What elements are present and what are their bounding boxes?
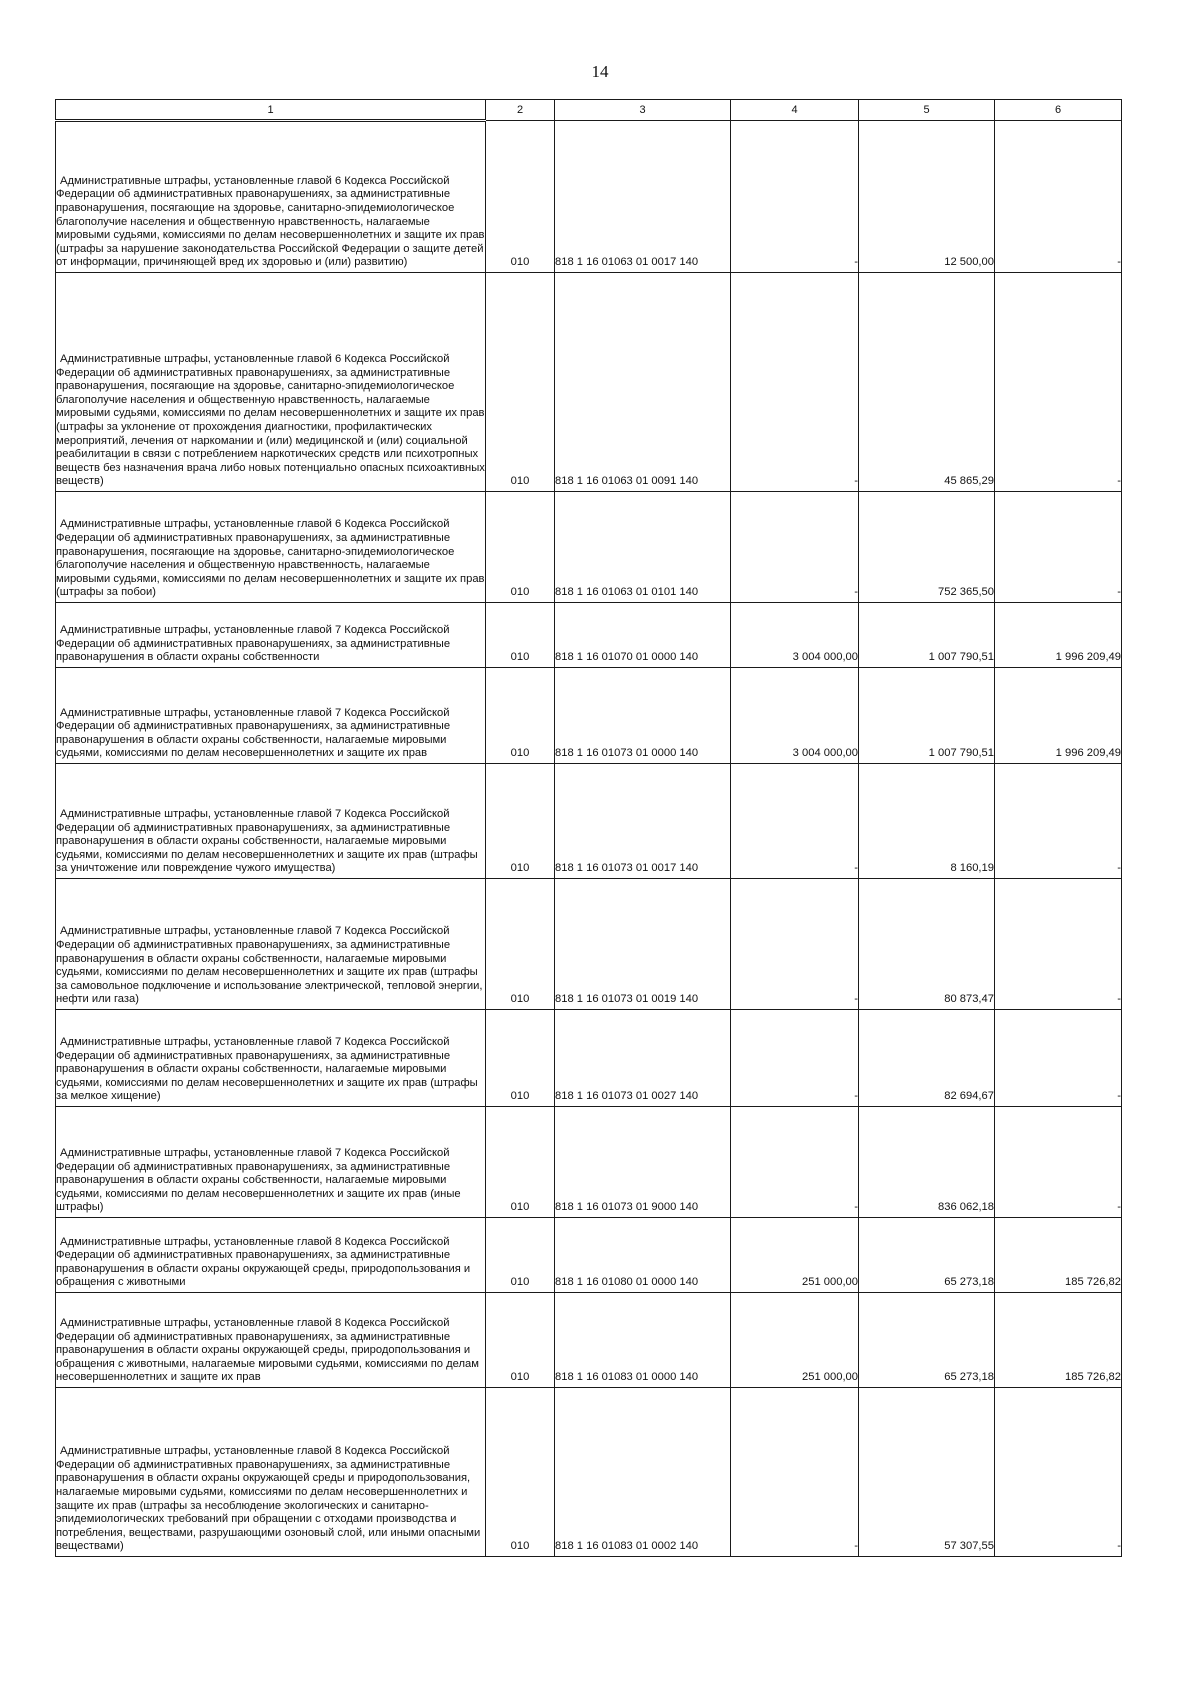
- row-approved: 251 000,00: [731, 1293, 859, 1388]
- row-approved: -: [731, 121, 859, 273]
- row-approved: -: [731, 273, 859, 492]
- row-budget-code: 818 1 16 01073 01 0017 140: [555, 764, 731, 879]
- table-header-row: [56, 100, 1122, 121]
- table-row: [56, 1293, 1122, 1388]
- table-row: [56, 668, 1122, 764]
- row-line-code: 010: [486, 879, 555, 1010]
- row-line-code: 010: [486, 121, 555, 273]
- table-row: [56, 1010, 1122, 1107]
- row-unexecuted: 1 996 209,49: [995, 668, 1122, 764]
- table-row: [56, 273, 1122, 492]
- row-description: Административные штрафы, установленные главой 7 Кодекса Российской Федерации об административных правонарушениях, за административные правонарушения в области охраны собственности, налагаемые мировыми судьями, комиссиями по делам несовершеннолетних и защите их прав (иные штрафы): [56, 1107, 486, 1218]
- row-executed: 752 365,50: [859, 492, 995, 603]
- row-unexecuted: -: [995, 879, 1122, 1010]
- revenue-table: [55, 99, 1122, 1557]
- row-approved: -: [731, 1010, 859, 1107]
- row-executed: 57 307,55: [859, 1388, 995, 1557]
- table-row: [56, 1388, 1122, 1557]
- row-approved: 251 000,00: [731, 1218, 859, 1293]
- row-line-code: 010: [486, 668, 555, 764]
- row-budget-code: 818 1 16 01063 01 0101 140: [555, 492, 731, 603]
- row-budget-code: 818 1 16 01073 01 9000 140: [555, 1107, 731, 1218]
- row-approved: -: [731, 879, 859, 1010]
- row-line-code: 010: [486, 492, 555, 603]
- row-description: Административные штрафы, установленные главой 8 Кодекса Российской Федерации об административных правонарушениях, за административные правонарушения в области охраны окружающей среды и природопользования, налагаемые мировыми судьями, комиссиями по делам несовершеннолетних и защите их прав (штрафы за несоблюдение экологических и санитарно-эпидемиологических требований при обращении с отходами производства и потребления, веществами, разрушающими озоновый слой, или иными опасными веществами): [56, 1388, 486, 1557]
- row-description: Административные штрафы, установленные главой 8 Кодекса Российской Федерации об административных правонарушениях, за административные правонарушения в области охраны окружающей среды, природопользования и обращения с животными, налагаемые мировыми судьями, комиссиями по делам несовершеннолетних и защите их прав: [56, 1293, 486, 1388]
- column-header-2: 2: [486, 100, 555, 121]
- table-row: [56, 879, 1122, 1010]
- row-budget-code: 818 1 16 01063 01 0017 140: [555, 121, 731, 273]
- row-budget-code: 818 1 16 01073 01 0000 140: [555, 668, 731, 764]
- table-row: [56, 764, 1122, 879]
- row-approved: -: [731, 764, 859, 879]
- row-unexecuted: -: [995, 1388, 1122, 1557]
- row-line-code: 010: [486, 1010, 555, 1107]
- row-budget-code: 818 1 16 01083 01 0000 140: [555, 1293, 731, 1388]
- row-executed: 1 007 790,51: [859, 603, 995, 668]
- column-header-6: 6: [995, 100, 1122, 121]
- row-description: Административные штрафы, установленные главой 8 Кодекса Российской Федерации об административных правонарушениях, за административные правонарушения в области охраны окружающей среды, природопользования и обращения с животными: [56, 1218, 486, 1293]
- row-description: Административные штрафы, установленные главой 7 Кодекса Российской Федерации об административных правонарушениях, за административные правонарушения в области охраны собственности, налагаемые мировыми судьями, комиссиями по делам несовершеннолетних и защите их прав (штрафы за самовольное подключение и использование электрической, тепловой энергии, нефти или газа): [56, 879, 486, 1010]
- column-header-1: 1: [56, 100, 486, 121]
- row-executed: 1 007 790,51: [859, 668, 995, 764]
- row-budget-code: 818 1 16 01073 01 0019 140: [555, 879, 731, 1010]
- row-executed: 65 273,18: [859, 1293, 995, 1388]
- row-description: Административные штрафы, установленные главой 6 Кодекса Российской Федерации об административных правонарушениях, за административные правонарушения, посягающие на здоровье, санитарно-эпидемиологическое благополучие населения и общественную нравственность, налагаемые мировыми судьями, комиссиями по делам несовершеннолетних и защите их прав (штрафы за уклонение от прохождения диагностики, профилактических мероприятий, лечения от наркомании и (или) медицинской и (или) социальной реабилитации в связи с потреблением наркотических средств или психотропных веществ без назначения врача либо новых потенциально опасных психоактивных веществ): [56, 273, 486, 492]
- row-budget-code: 818 1 16 01083 01 0002 140: [555, 1388, 731, 1557]
- row-description: Административные штрафы, установленные главой 7 Кодекса Российской Федерации об административных правонарушениях, за административные правонарушения в области охраны собственности: [56, 603, 486, 668]
- row-approved: -: [731, 1388, 859, 1557]
- row-approved: 3 004 000,00: [731, 603, 859, 668]
- row-line-code: 010: [486, 764, 555, 879]
- column-header-3: 3: [555, 100, 731, 121]
- row-executed: 80 873,47: [859, 879, 995, 1010]
- column-header-5: 5: [859, 100, 995, 121]
- page-number: 14: [591, 62, 609, 81]
- table-row: [56, 1218, 1122, 1293]
- row-line-code: 010: [486, 1293, 555, 1388]
- row-executed: 65 273,18: [859, 1218, 995, 1293]
- row-unexecuted: -: [995, 1010, 1122, 1107]
- row-unexecuted: -: [995, 273, 1122, 492]
- row-executed: 82 694,67: [859, 1010, 995, 1107]
- row-description: Административные штрафы, установленные главой 7 Кодекса Российской Федерации об административных правонарушениях, за административные правонарушения в области охраны собственности, налагаемые мировыми судьями, комиссиями по делам несовершеннолетних и защите их прав: [56, 668, 486, 764]
- row-approved: 3 004 000,00: [731, 668, 859, 764]
- row-description: Административные штрафы, установленные главой 6 Кодекса Российской Федерации об административных правонарушениях, за административные правонарушения, посягающие на здоровье, санитарно-эпидемиологическое благополучие населения и общественную нравственность, налагаемые мировыми судьями, комиссиями по делам несовершеннолетних и защите их прав (штрафы за нарушение законодательства Российской Федерации о защите детей от информации, причиняющей вред их здоровью и (или) развитию): [56, 121, 486, 273]
- row-unexecuted: 1 996 209,49: [995, 603, 1122, 668]
- row-approved: -: [731, 492, 859, 603]
- row-unexecuted: -: [995, 492, 1122, 603]
- row-description: Административные штрафы, установленные главой 6 Кодекса Российской Федерации об административных правонарушениях, за административные правонарушения, посягающие на здоровье, санитарно-эпидемиологическое благополучие населения и общественную нравственность, налагаемые мировыми судьями, комиссиями по делам несовершеннолетних и защите их прав (штрафы за побои): [56, 492, 486, 603]
- row-approved: -: [731, 1107, 859, 1218]
- row-unexecuted: 185 726,82: [995, 1218, 1122, 1293]
- table-row: [56, 121, 1122, 273]
- row-line-code: 010: [486, 1388, 555, 1557]
- row-unexecuted: -: [995, 764, 1122, 879]
- row-line-code: 010: [486, 603, 555, 668]
- row-unexecuted: -: [995, 1107, 1122, 1218]
- column-header-4: 4: [731, 100, 859, 121]
- row-line-code: 010: [486, 1218, 555, 1293]
- row-executed: 45 865,29: [859, 273, 995, 492]
- table-row: [56, 1107, 1122, 1218]
- row-budget-code: 818 1 16 01070 01 0000 140: [555, 603, 731, 668]
- row-executed: 12 500,00: [859, 121, 995, 273]
- row-executed: 836 062,18: [859, 1107, 995, 1218]
- row-budget-code: 818 1 16 01063 01 0091 140: [555, 273, 731, 492]
- row-executed: 8 160,19: [859, 764, 995, 879]
- table-row: [56, 603, 1122, 668]
- row-line-code: 010: [486, 273, 555, 492]
- table-row: [56, 492, 1122, 603]
- row-description: Административные штрафы, установленные главой 7 Кодекса Российской Федерации об административных правонарушениях, за административные правонарушения в области охраны собственности, налагаемые мировыми судьями, комиссиями по делам несовершеннолетних и защите их прав (штрафы за уничтожение или повреждение чужого имущества): [56, 764, 486, 879]
- row-budget-code: 818 1 16 01073 01 0027 140: [555, 1010, 731, 1107]
- row-line-code: 010: [486, 1107, 555, 1218]
- row-unexecuted: -: [995, 121, 1122, 273]
- row-budget-code: 818 1 16 01080 01 0000 140: [555, 1218, 731, 1293]
- row-description: Административные штрафы, установленные главой 7 Кодекса Российской Федерации об административных правонарушениях, за административные правонарушения в области охраны собственности, налагаемые мировыми судьями, комиссиями по делам несовершеннолетних и защите их прав (штрафы за мелкое хищение): [56, 1010, 486, 1107]
- row-unexecuted: 185 726,82: [995, 1293, 1122, 1388]
